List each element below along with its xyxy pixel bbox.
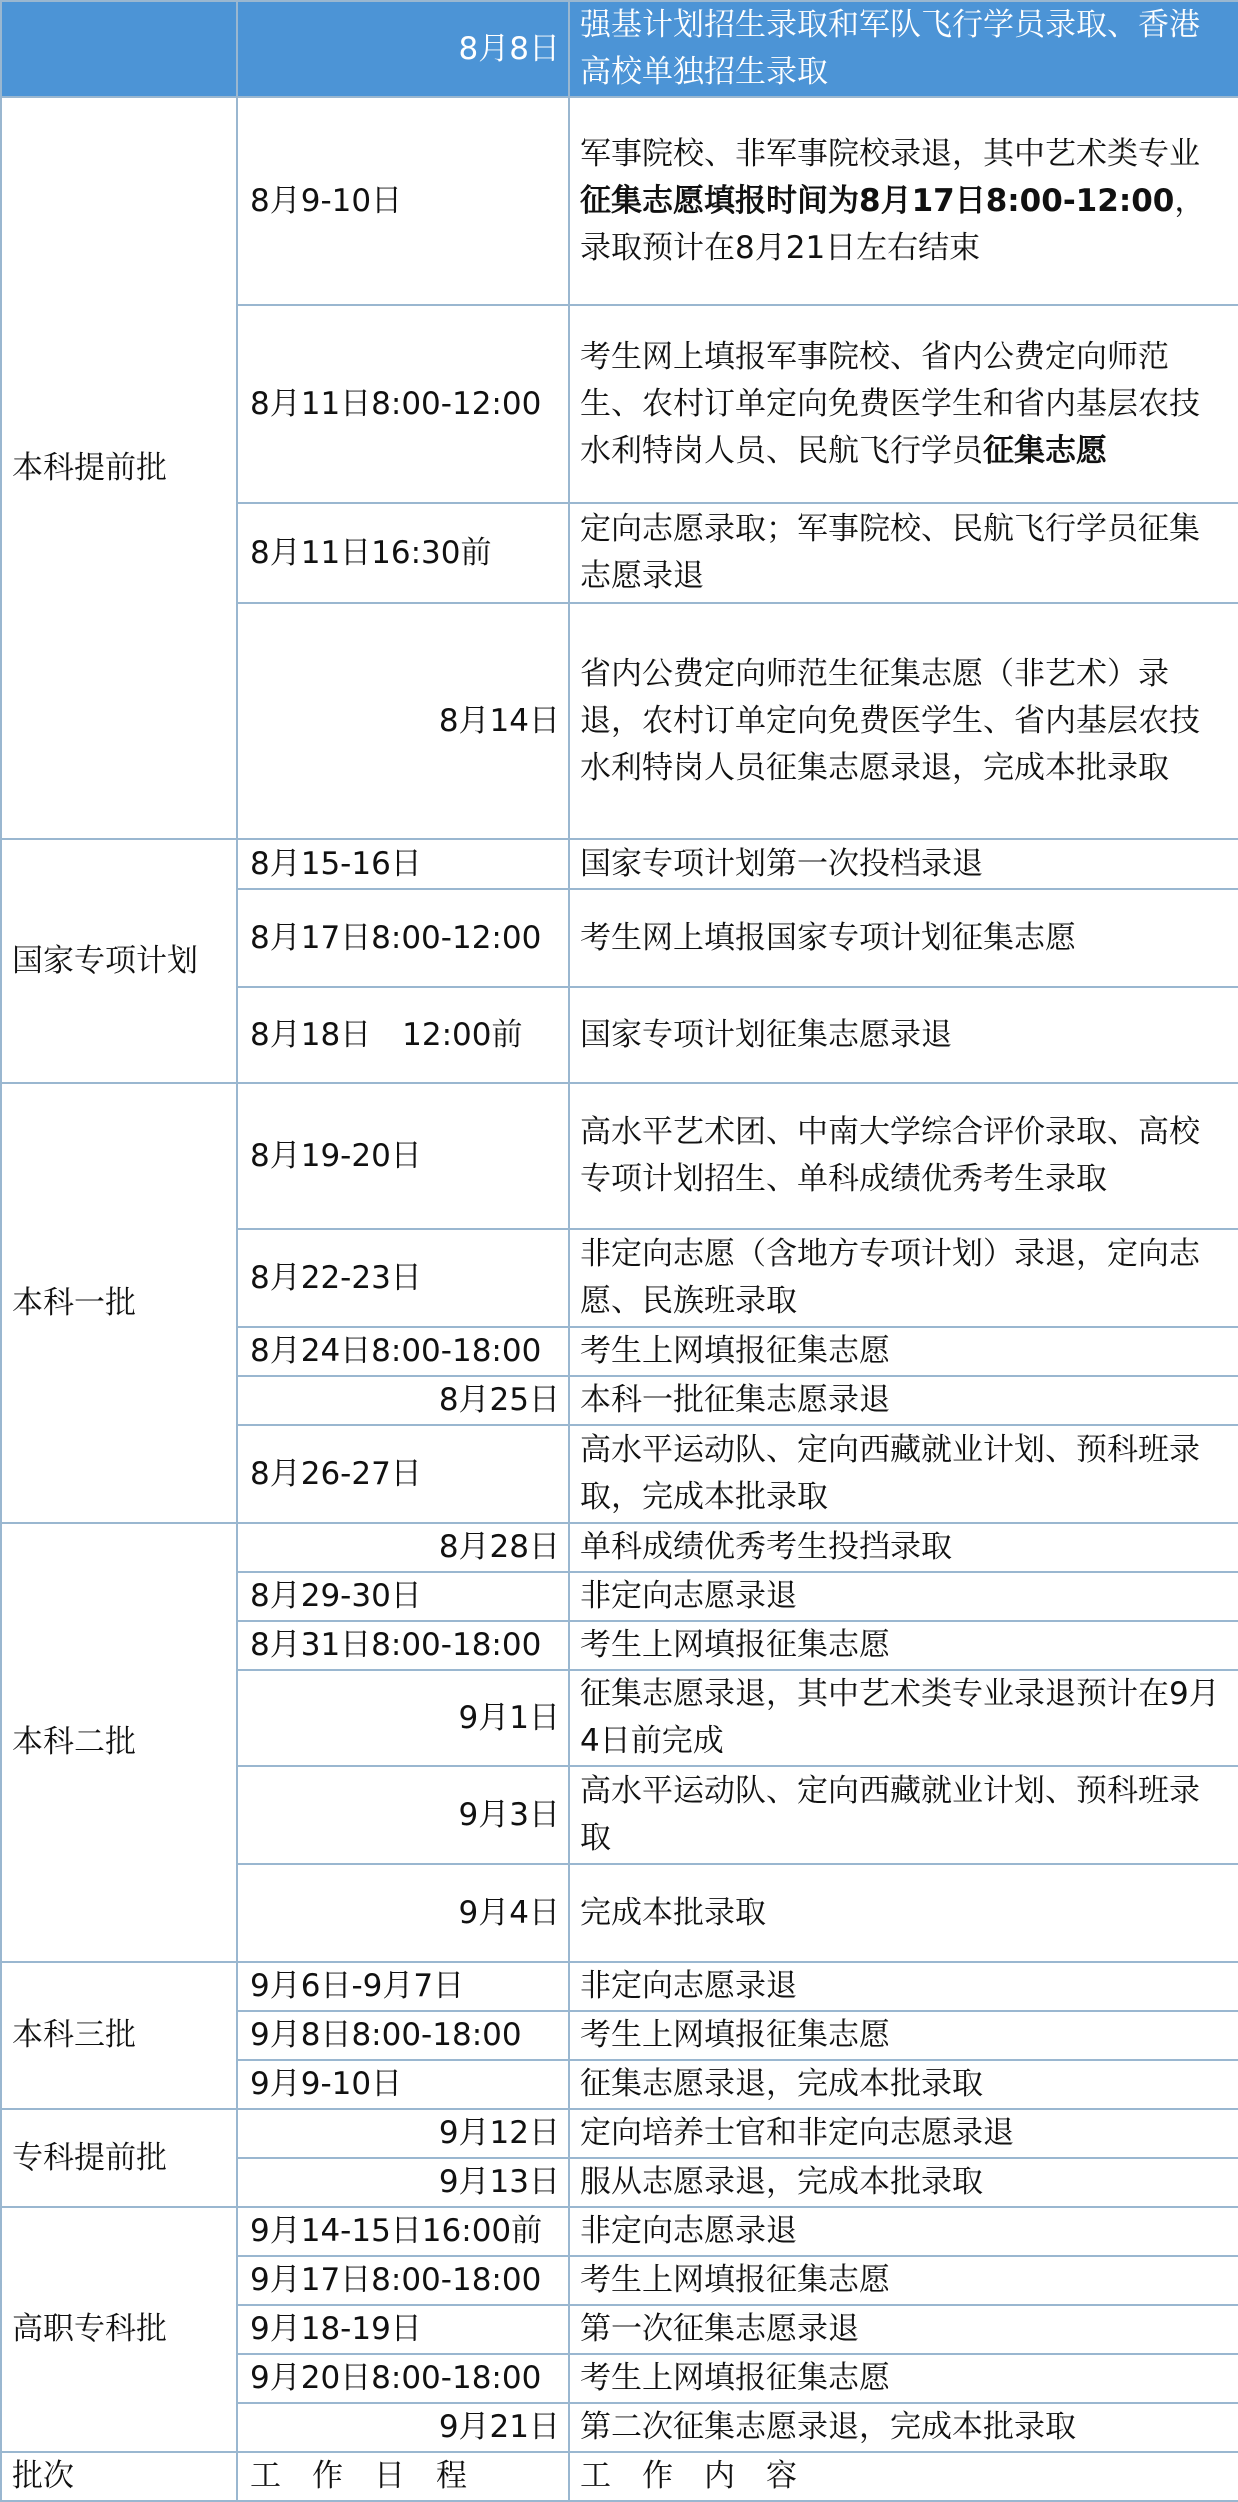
schedule-content-cell bbox=[569, 987, 1238, 1083]
schedule-date-cell: 8月15-16日 bbox=[237, 839, 569, 889]
schedule-content-cell bbox=[569, 1083, 1238, 1229]
content-text: 高水平运动队、定向西藏就业计划、预科班录取 bbox=[580, 1773, 1200, 1856]
content-text: 定向培养士官和非定向志愿录退 bbox=[580, 2115, 1014, 2151]
schedule-date-cell: 8月24日8:00-18:00 bbox=[237, 1327, 569, 1376]
batch-name-cell: 本科一批 bbox=[1, 1083, 237, 1523]
schedule-content-cell bbox=[569, 305, 1238, 503]
schedule-content-cell bbox=[569, 1327, 1238, 1376]
schedule-content-cell bbox=[569, 1572, 1238, 1621]
content-text: 征集志愿录退，完成本批录取 bbox=[580, 2066, 983, 2102]
schedule-date-cell: 8月22-23日 bbox=[237, 1229, 569, 1327]
batch-name-cell: 高职专科批 bbox=[1, 2207, 237, 2452]
schedule-content-cell bbox=[569, 2109, 1238, 2158]
schedule-content-cell bbox=[569, 1670, 1238, 1766]
batch-name-cell: 本科二批 bbox=[1, 1523, 237, 1962]
content-text: 军事院校、非军事院校录退，其中艺术类专业 bbox=[580, 135, 1200, 172]
schedule-date-cell: 8月9-10日 bbox=[237, 97, 569, 305]
schedule-date-cell: 8月25日 bbox=[237, 1376, 569, 1425]
header-blank-cell bbox=[1, 1, 237, 97]
schedule-date-cell: 9月12日 bbox=[237, 2109, 569, 2158]
schedule-row bbox=[1, 839, 1238, 889]
schedule-date-cell: 9月9-10日 bbox=[237, 2060, 569, 2109]
schedule-content-cell bbox=[569, 2011, 1238, 2060]
schedule-date-cell: 9月21日 bbox=[237, 2403, 569, 2452]
schedule-content-cell bbox=[569, 1523, 1238, 1572]
schedule-content-cell bbox=[569, 1864, 1238, 1962]
schedule-date-cell: 9月8日8:00-18:00 bbox=[237, 2011, 569, 2060]
schedule-row bbox=[1, 2207, 1238, 2256]
schedule-row bbox=[1, 1083, 1238, 1229]
schedule-content-cell bbox=[569, 2305, 1238, 2354]
footer-row bbox=[1, 2452, 1238, 2501]
schedule-content-cell bbox=[569, 839, 1238, 889]
schedule-content-cell bbox=[569, 1621, 1238, 1670]
emphasized-text: 征集志愿 bbox=[983, 432, 1107, 469]
batch-name-cell: 本科三批 bbox=[1, 1962, 237, 2109]
content-text: ，录取预计在8月21日左右结束 bbox=[580, 182, 1206, 266]
schedule-date-cell: 9月3日 bbox=[237, 1766, 569, 1864]
content-text: 考生上网填报征集志愿 bbox=[580, 1627, 890, 1663]
content-text: 非定向志愿录退 bbox=[580, 1968, 797, 2004]
content-text: 省内公费定向师范生征集志愿（非艺术）录退，农村订单定向免费医学生、省内基层农技水利特岗人员征集志愿录退，完成本批录取 bbox=[580, 655, 1200, 786]
content-text: 完成本批录取 bbox=[580, 1894, 766, 1931]
schedule-content-cell bbox=[569, 503, 1238, 603]
batch-name-cell: 本科提前批 bbox=[1, 97, 237, 839]
batch-name-cell: 专科提前批 bbox=[1, 2109, 237, 2207]
content-text: 非定向志愿录退 bbox=[580, 1578, 797, 1614]
header-content-cell: 强基计划招生录取和军队飞行学员录取、香港高校单独招生录取 bbox=[569, 1, 1238, 97]
schedule-content-cell bbox=[569, 2207, 1238, 2256]
schedule-content-cell bbox=[569, 2354, 1238, 2403]
schedule-date-cell: 8月28日 bbox=[237, 1523, 569, 1572]
schedule-date-cell: 8月17日8:00-12:00 bbox=[237, 889, 569, 987]
footer-batch-label: 批次 bbox=[1, 2452, 237, 2501]
schedule-content-cell bbox=[569, 2060, 1238, 2109]
content-text: 考生网上填报军事院校、省内公费定向师范生、农村订单定向免费医学生和省内基层农技水利特岗人员、民航飞行学员 bbox=[580, 338, 1200, 469]
content-text: 定向志愿录取；军事院校、民航飞行学员征集志愿录退 bbox=[580, 511, 1200, 594]
content-text: 高水平艺术团、中南大学综合评价录取、高校专项计划招生、单科成绩优秀考生录取 bbox=[580, 1114, 1200, 1197]
schedule-row bbox=[1, 1962, 1238, 2011]
schedule-content-cell bbox=[569, 889, 1238, 987]
content-text: 非定向志愿（含地方专项计划）录退，定向志愿、民族班录取 bbox=[580, 1236, 1200, 1319]
schedule-date-cell: 9月13日 bbox=[237, 2158, 569, 2207]
content-text: 本科一批征集志愿录退 bbox=[580, 1382, 890, 1418]
schedule-date-cell: 9月1日 bbox=[237, 1670, 569, 1766]
schedule-date-cell: 9月17日8:00-18:00 bbox=[237, 2256, 569, 2305]
schedule-content-cell bbox=[569, 1766, 1238, 1864]
footer-content-label: 工 作 内 容 bbox=[569, 2452, 1238, 2501]
header-row bbox=[1, 1, 1238, 97]
schedule-date-cell: 8月29-30日 bbox=[237, 1572, 569, 1621]
schedule-date-cell: 9月6日-9月7日 bbox=[237, 1962, 569, 2011]
schedule-content-cell bbox=[569, 1425, 1238, 1523]
schedule-content-cell bbox=[569, 2158, 1238, 2207]
schedule-date-cell: 8月18日 12:00前 bbox=[237, 987, 569, 1083]
schedule-date-cell: 9月20日8:00-18:00 bbox=[237, 2354, 569, 2403]
schedule-row bbox=[1, 1523, 1238, 1572]
emphasized-text: 征集志愿填报时间为8月17日8:00-12:00 bbox=[580, 182, 1175, 219]
content-text: 高水平运动队、定向西藏就业计划、预科班录取，完成本批录取 bbox=[580, 1432, 1200, 1515]
content-text: 考生上网填报征集志愿 bbox=[580, 1333, 890, 1369]
content-text: 考生网上填报国家专项计划征集志愿 bbox=[580, 919, 1076, 956]
batch-name-cell: 国家专项计划 bbox=[1, 839, 237, 1083]
schedule-date-cell: 8月14日 bbox=[237, 603, 569, 839]
schedule-content-cell bbox=[569, 2403, 1238, 2452]
footer-schedule-label: 工 作 日 程 bbox=[237, 2452, 569, 2501]
schedule-content-cell bbox=[569, 97, 1238, 305]
content-text: 国家专项计划征集志愿录退 bbox=[580, 1016, 952, 1053]
schedule-content-cell bbox=[569, 1962, 1238, 2011]
table-body bbox=[1, 1, 1238, 2452]
schedule-date-cell: 8月11日8:00-12:00 bbox=[237, 305, 569, 503]
schedule-row bbox=[1, 2109, 1238, 2158]
content-text: 非定向志愿录退 bbox=[580, 2213, 797, 2249]
content-text: 国家专项计划第一次投档录退 bbox=[580, 845, 983, 882]
schedule-date-cell: 8月26-27日 bbox=[237, 1425, 569, 1523]
schedule-content-cell bbox=[569, 603, 1238, 839]
schedule-date-cell: 9月4日 bbox=[237, 1864, 569, 1962]
schedule-date-cell: 8月31日8:00-18:00 bbox=[237, 1621, 569, 1670]
content-text: 第一次征集志愿录退 bbox=[580, 2311, 859, 2347]
content-text: 考生上网填报征集志愿 bbox=[580, 2017, 890, 2053]
schedule-date-cell: 8月11日16:30前 bbox=[237, 503, 569, 603]
content-text: 服从志愿录退，完成本批录取 bbox=[580, 2164, 983, 2200]
schedule-content-cell bbox=[569, 2256, 1238, 2305]
content-text: 考生上网填报征集志愿 bbox=[580, 2262, 890, 2298]
content-text: 征集志愿录退，其中艺术类专业录退预计在9月4日前完成 bbox=[580, 1676, 1220, 1759]
content-text: 单科成绩优秀考生投挡录取 bbox=[580, 1529, 952, 1565]
header-date-cell: 8月8日 bbox=[237, 1, 569, 97]
schedule-row bbox=[1, 97, 1238, 305]
schedule-content-cell bbox=[569, 1229, 1238, 1327]
content-text: 考生上网填报征集志愿 bbox=[580, 2360, 890, 2396]
content-text: 第二次征集志愿录退，完成本批录取 bbox=[580, 2409, 1076, 2445]
schedule-date-cell: 9月14-15日16:00前 bbox=[237, 2207, 569, 2256]
schedule-date-cell: 8月19-20日 bbox=[237, 1083, 569, 1229]
schedule-content-cell bbox=[569, 1376, 1238, 1425]
schedule-date-cell: 9月18-19日 bbox=[237, 2305, 569, 2354]
